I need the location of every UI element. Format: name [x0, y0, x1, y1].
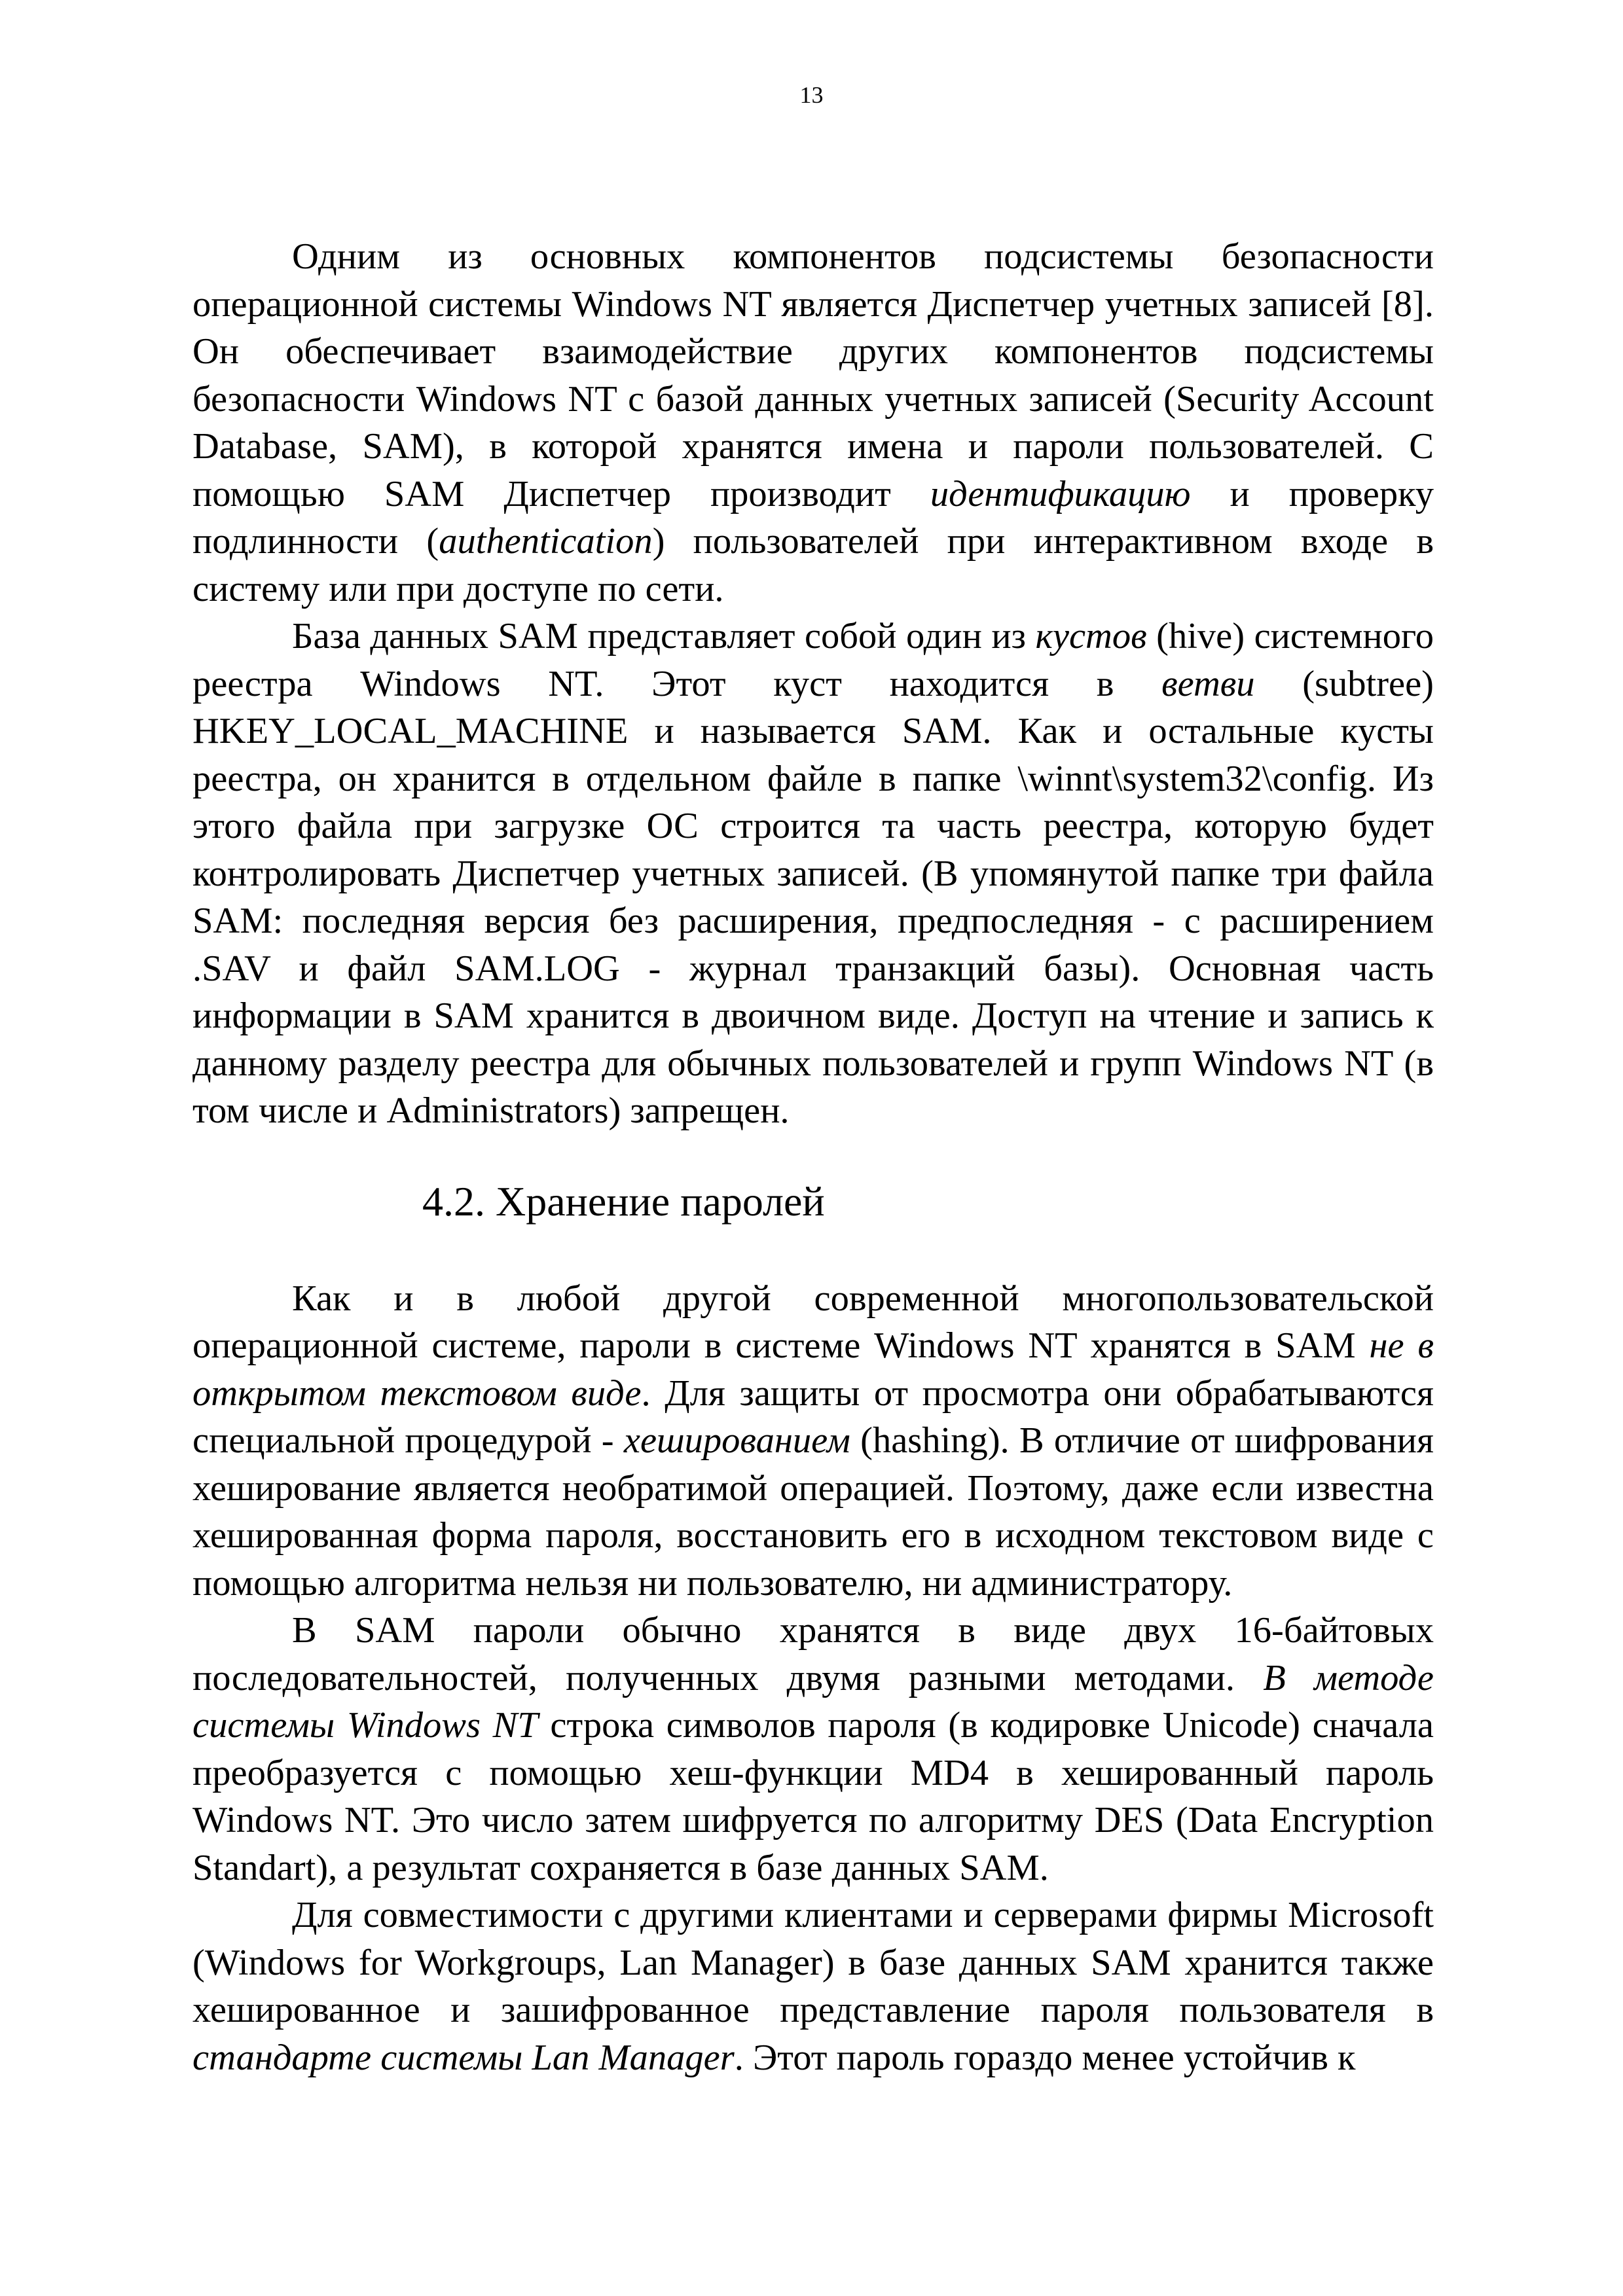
emphasis-term: стандарте системы Lan Manager — [192, 2037, 735, 2078]
document-body — [192, 233, 1434, 2081]
text-run: . Для защиты от просмотра они обрабатываются специальной процедурой - — [192, 1372, 1434, 1461]
text-run: В SAM пароли обычно хранятся в виде двух 16-байтовых последовательностей, полученных двумя разными методами. — [192, 1610, 1434, 1698]
emphasis-term: идентификацию — [930, 473, 1191, 514]
text-run: . Этот пароль гораздо менее устойчив к — [734, 2037, 1356, 2078]
text-run: строка символов пароля (в кодировке Unicode) сначала преобразуется с помощью хеш-функции MD4 в хешированный пароль Windows NT. Это число затем шифруется по алгоритму DES (Data Encryption Standart), а результат сохраняется в базе данных SAM. — [192, 1705, 1434, 1888]
paragraph-sam-manager — [192, 233, 1434, 613]
text-run: Одним из основных компонентов подсистемы безопасности операционной системы Windows NT является Диспетчер учетных записей [8]. Он обеспечивает взаимодействие других компонентов подсистемы безопасности Windows NT с базой данных учетных записей (Security Account Database, SAM), в которой хранятся имена и пароли пользователей. С помощью SAM Диспетчер производит — [192, 236, 1434, 514]
emphasis-term: В методе системы Windows NT — [192, 1657, 1434, 1746]
emphasis-term: не в открытом текстовом виде — [192, 1325, 1434, 1414]
paragraph-nt-method — [192, 1607, 1434, 1892]
emphasis-term: ветви — [1161, 663, 1255, 704]
paragraph-lan-manager — [192, 1892, 1434, 2081]
section-heading: 4.2. Хранение паролей — [422, 1177, 825, 1225]
emphasis-term: кустов — [1035, 616, 1147, 656]
page-number: 13 — [799, 82, 824, 108]
text-run: Как и в любой другой современной многопользовательской операционной системе, пароли в системе Windows NT хранятся в SAM — [192, 1278, 1434, 1366]
paragraph-password-hashing — [192, 1275, 1434, 1607]
text-run: (hive) системного реестра Windows NT. Этот куст находится в — [192, 616, 1434, 704]
text-run: ) пользователей при интерактивном входе в систему или при доступе по сети. — [192, 521, 1434, 609]
text-run: (hashing). В отличие от шифрования хеширование является необратимой операцией. Поэтому, даже если известна хешированная форма пароля, восстановить его в исходном текстовом виде с помощью алгоритма нельзя ни пользователю, ни администратору. — [192, 1420, 1434, 1604]
paragraph-sam-database — [192, 613, 1434, 1135]
text-run: и проверку подлинности ( — [192, 473, 1434, 562]
text-run: База данных SAM представляет собой один из — [292, 616, 1036, 656]
text-run: Для совместимости с другими клиентами и серверами фирмы Microsoft (Windows for Workgroups, Lan Manager) в базе данных SAM хранится также хешированное и зашифрованное представление пароля пользователя в — [192, 1895, 1434, 2030]
emphasis-term: хешированием — [623, 1420, 850, 1461]
text-run: (subtree) HKEY_LOCAL_MACHINE и называется SAM. Как и остальные кусты реестра, он хранится в отдельном файле в папке \winnt\system32\config. Из этого файла при загрузке ОС строится та часть реестра, которую будет контролировать Диспетчер учетных записей. (В упомянутой папке три файла SAM: последняя версия без расширения, предпоследняя - с расширением .SAV и файл SAM.LOG - журнал транзакций базы). Основная часть информации в SAM хранится в двоичном виде. Доступ на чтение и запись к данному разделу реестра для обычных пользователей и групп Windows NT (в том числе и Administrators) запрещен. — [192, 663, 1434, 1131]
emphasis-term: authentication — [439, 521, 653, 562]
